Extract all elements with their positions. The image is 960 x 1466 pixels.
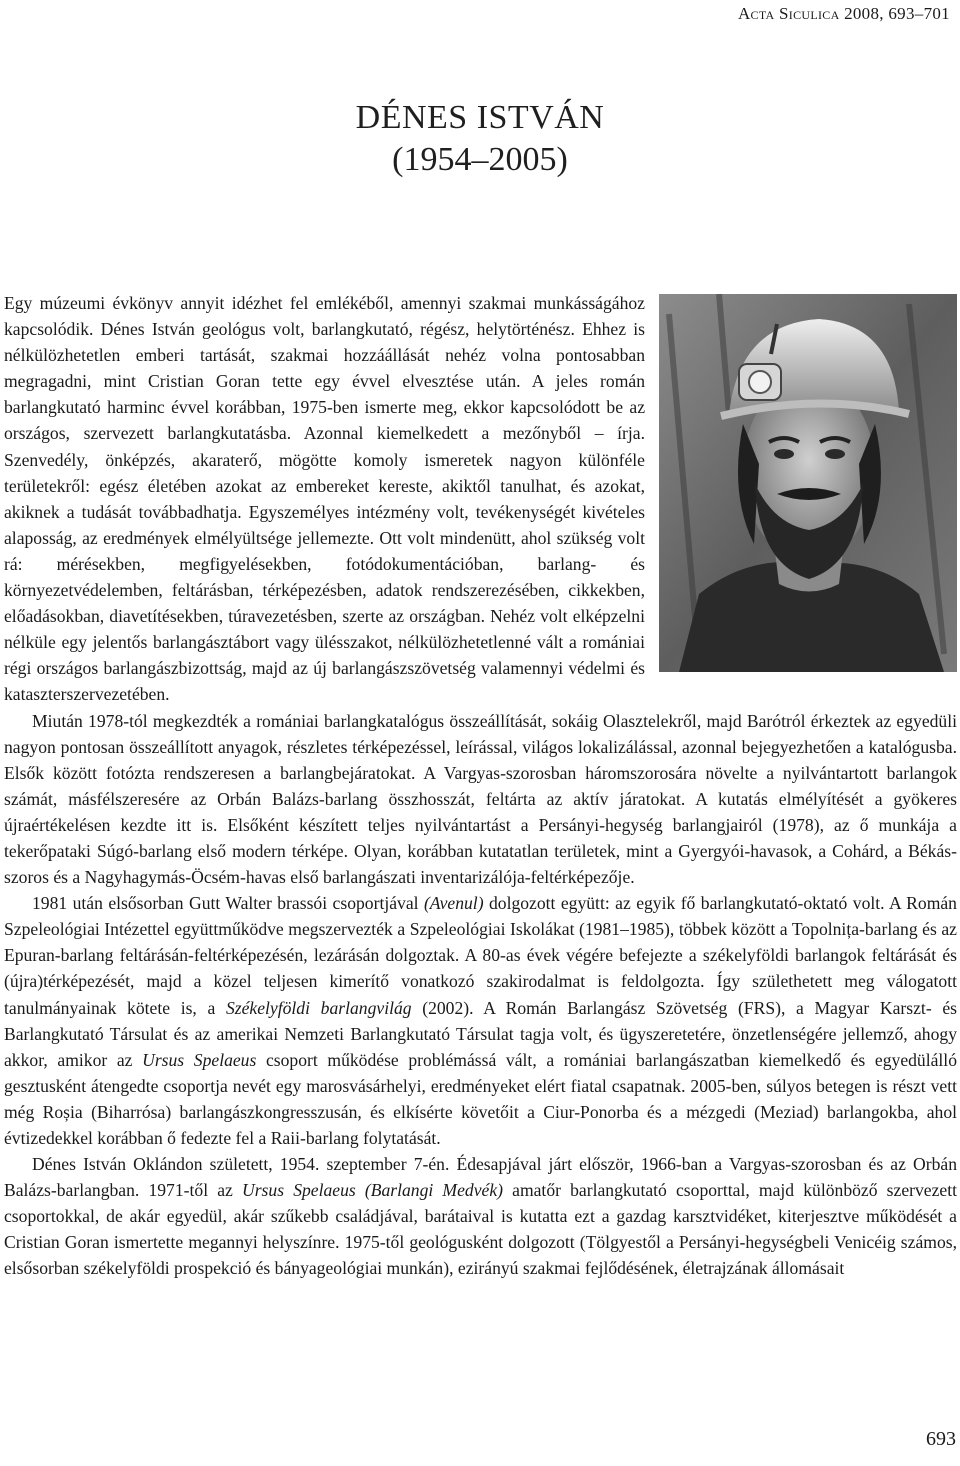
paragraph-3-emph-b: Székelyföldi barlangvilág xyxy=(225,997,412,1018)
paragraph-3-part-a: 1981 után elsősorban Gutt Walter brassói csoportjával xyxy=(32,893,424,914)
paragraph-3-emph-a: (Avenul) xyxy=(423,893,484,914)
paragraph-2: Miután 1978-tól megkezdték a romániai barlangkatalógus összeállítását, sokáig Olasztelekről, majd Barótról érkeztek az egyedüli nagyon pontosan összeállított anyagok, részletes térképezéssel, leírással, világos lokalizálással, azonnal bejegyezhetően a katalógusba. Elsők között fotózta rendszeresen a barlangbejáratokat. A Vargyas-szorosban háromszorosára növelte a nyilvántartott barlangok számát, másfélszeresére az Orbán Balázs-barlang összhosszát, feltárta az aktív járatokat. A kutatás elmélyítését a gyökeres újraértékelésen kezdte itt is. Elsőként készített teljes nyilvántartást a Persányi-hegység barlangjairól (1978), az ő munkája a tekerőpataki Súgó-barlang első modern térképe. Olyan, korábban kutatatlan területek, mint a Gyergyói-havasok, a Cohárd, a Békás-szoros és a Nagyhagymás-Öcsém-havas első barlangászati inventarizálója-feltérképezője. xyxy=(4,710,957,888)
article-body xyxy=(4,290,957,1282)
paragraph-3 xyxy=(4,890,957,1151)
portrait-photo xyxy=(659,294,957,672)
paragraph-4-part-b: amatőr barlangkutató csoporttal, majd különböző szervezett csoportokkal, de akár egyedül, akár szűkebb családjával, barátaival is kutatta ezt a gazdag karsztvidéket, kiterjesztve működését a Cristian Goran ismertette megannyi helyszínre. 1975-től geológusként dolgozott (Tölgyestől a Persányi-hegységbeli Venicéig számos, elsősorban székelyföldi prospekció és bányageológiai munkán), ezirányú szakmai fejlődésének, életrajzának állomásait xyxy=(4,1180,957,1279)
paragraph-3-part-c: (2002). A Román Barlangász Szövetség (FRS), a Magyar Karszt- és Barlangkutató Társulat és az amerikai Nemzeti Barlangkutató Társulat tagja volt, és ügyszeretetére, önzetlenségére jellemző, ahogy akkor, amikor az xyxy=(4,997,957,1070)
paragraph-1: Egy múzeumi évkönyv annyit idézhet fel emlékéből, amennyi szakmai munkásságához kapcsolódik. Dénes István geológus volt, barlangkutató, régész, helytörténész. Ehhez is nélkülözhetetlen emberi tartását, szakmai hozzáállását nehéz volna pontosabban megragadni, mint Cristian Goran tette egy évvel elvesztése után. A jeles román barlangkutató harminc évvel korábban, 1975-ben ismerte meg, ekkor kapcsolódott be az országos, szervezett barlangkutatásba. Azonnal kiemelkedett a mezőnyből – írja. Szenvedély, önképzés, akaraterő, mögötte komoly ismeretek nagyon különféle területekről: egész életében azokat az embereket kereste, akiktől tanulhat, és azokat, akiknek a tudását továbbadhatja. Egyszemélyes intézmény volt, tevékenységét kivételes alaposság, az eredmények elmélyültsége jellemezte. Ott volt mindenütt, ahol szükség volt rá: mérésekben, megfigyelésekben, fotódokumentációban, barlang- és környezetvédelemben, feltárásban, térképezésben, adatok rendszerezésében, cikkekben, előadásokban, diavetítésekben, túravezetésben, szerte az országban. Nehéz volt elképzelni nélküle egy jelentős barlangásztábort vagy ülésszakot, nélkülözhetetlenné vált a romániai régi országos barlangászbizottság, majd az új barlangászszövetség valamennyi védelmi és kataszterszervezetében. xyxy=(4,293,645,705)
title-years: (1954–2005) xyxy=(392,141,568,178)
paragraph-4 xyxy=(4,1151,957,1281)
page-number: 693 xyxy=(926,1428,956,1450)
paragraph-3-part-b: dolgozott együtt: az egyik fő barlangkutató-oktató volt. A Román Szpeleológiai Intézettel együttműködve megszervezték a Szpeleológiai Iskolákat (1981–1985), többek között a Topolnița-barlang és az Epuran-barlang feltárásán-feltérképezésén, lezárásán dolgoztak. A 80-as évek végére befejezte a székelyföldi barlangok feltárását és (újra)térképezését, majd a közel teljesen kimerítő vonatkozó szakirodalmat is feldolgozta. Így születhetett meg válogatott tanulmányainak kötete is, a xyxy=(4,893,957,1018)
paragraph-3-emph-c: Ursus Spelaeus xyxy=(142,1049,257,1070)
portrait-photo-drawing xyxy=(659,294,957,672)
running-head: Acta Siculica 2008, 693–701 xyxy=(737,4,950,23)
title-name: DÉNES ISTVÁN xyxy=(355,99,605,136)
paragraph-4-part-a: Dénes István Oklándon született, 1954. szeptember 7-én. Édesapjával járt először, 1966-ban a Vargyas-szorosban és az Orbán Balázs-barlangban. 1971-től az xyxy=(4,1154,957,1201)
article-title xyxy=(0,98,960,180)
paragraph-4-emph-a: Ursus Spelaeus (Barlangi Medvék) xyxy=(242,1180,503,1201)
paragraph-3-part-d: csoport működése problémássá vált, a romániai barlangászatban kiemelkedő és egyedülálló gesztusként átengedte csoportja nevét egy marosvásárhelyi, eredményeket elért fiatal csapatnak. 2005-ben, súlyos betegen is részt vett még Roșia (Biharrósa) barlangászkongresszusán, és elkísérte követőit a Ciur-Ponorba és a mézgedi (Meziad) barlangokba, ahol évtizedekkel korábban ő fedezte fel a Raii-barlang folytatását. xyxy=(4,1049,957,1148)
